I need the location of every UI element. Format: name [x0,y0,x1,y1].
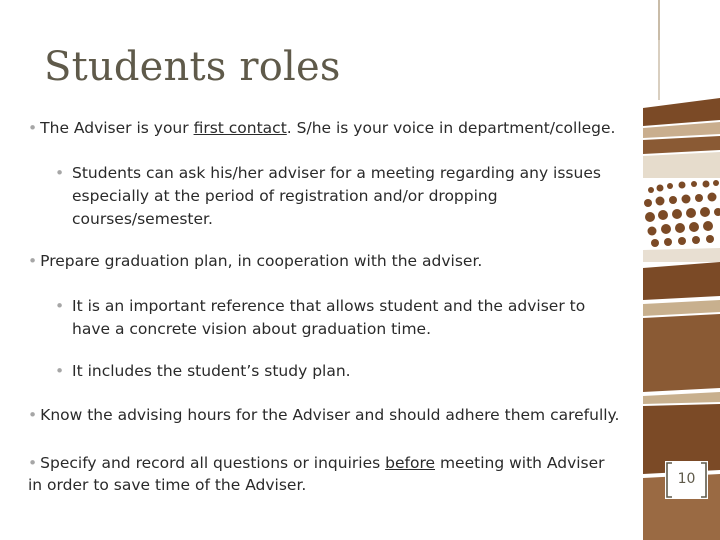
underlined-text: before [385,454,436,472]
bullet-text: Know the advising hours for the Adviser and should adhere them carefully. [40,406,620,424]
bullet-graduation-plan [28,252,482,270]
bullet-marker: • [28,454,38,472]
bullet-text: . S/he is your voice in department/college. [286,119,616,137]
bullet-marker: • [55,297,65,315]
bullet-text-line: have a concrete vision about graduation time. [72,320,432,338]
bullet-marker: • [28,406,38,424]
bullet-adviser-first-contact [28,119,615,137]
bullet-marker: • [55,362,65,380]
bullet-text-line: It is an important reference that allows student and the adviser to [72,297,586,315]
bullet-text: meeting with Adviser [435,454,605,472]
subbullet-ask-adviser [55,162,601,231]
bullet-marker: • [28,252,38,270]
subbullet-important-reference [55,295,585,341]
bullet-text-line: Students can ask his/her adviser for a meeting regarding any issues [72,164,601,182]
bullet-text: The Adviser is your [40,119,194,137]
bullet-text-line: especially at the period of registration and/or dropping [72,187,498,205]
underlined-text: first contact [193,119,287,137]
bullet-marker: • [28,119,38,137]
bullet-text-line: It includes the student’s study plan. [72,362,351,380]
page-number: 10 [677,471,696,487]
page-number-box [665,461,708,499]
dot-pattern [644,180,720,247]
bullet-record-questions [28,452,605,496]
bullet-marker: • [55,164,65,182]
bullet-text: Prepare graduation plan, in cooperation with the adviser. [40,252,483,270]
bullet-advising-hours [28,406,619,424]
slide-title: Students roles [44,44,341,90]
subbullet-study-plan [55,360,351,383]
bullet-text-line: courses/semester. [72,210,213,228]
bullet-text: Specify and record all questions or inquiries [40,454,386,472]
bullet-text-line: in order to save time of the Adviser. [28,476,307,494]
